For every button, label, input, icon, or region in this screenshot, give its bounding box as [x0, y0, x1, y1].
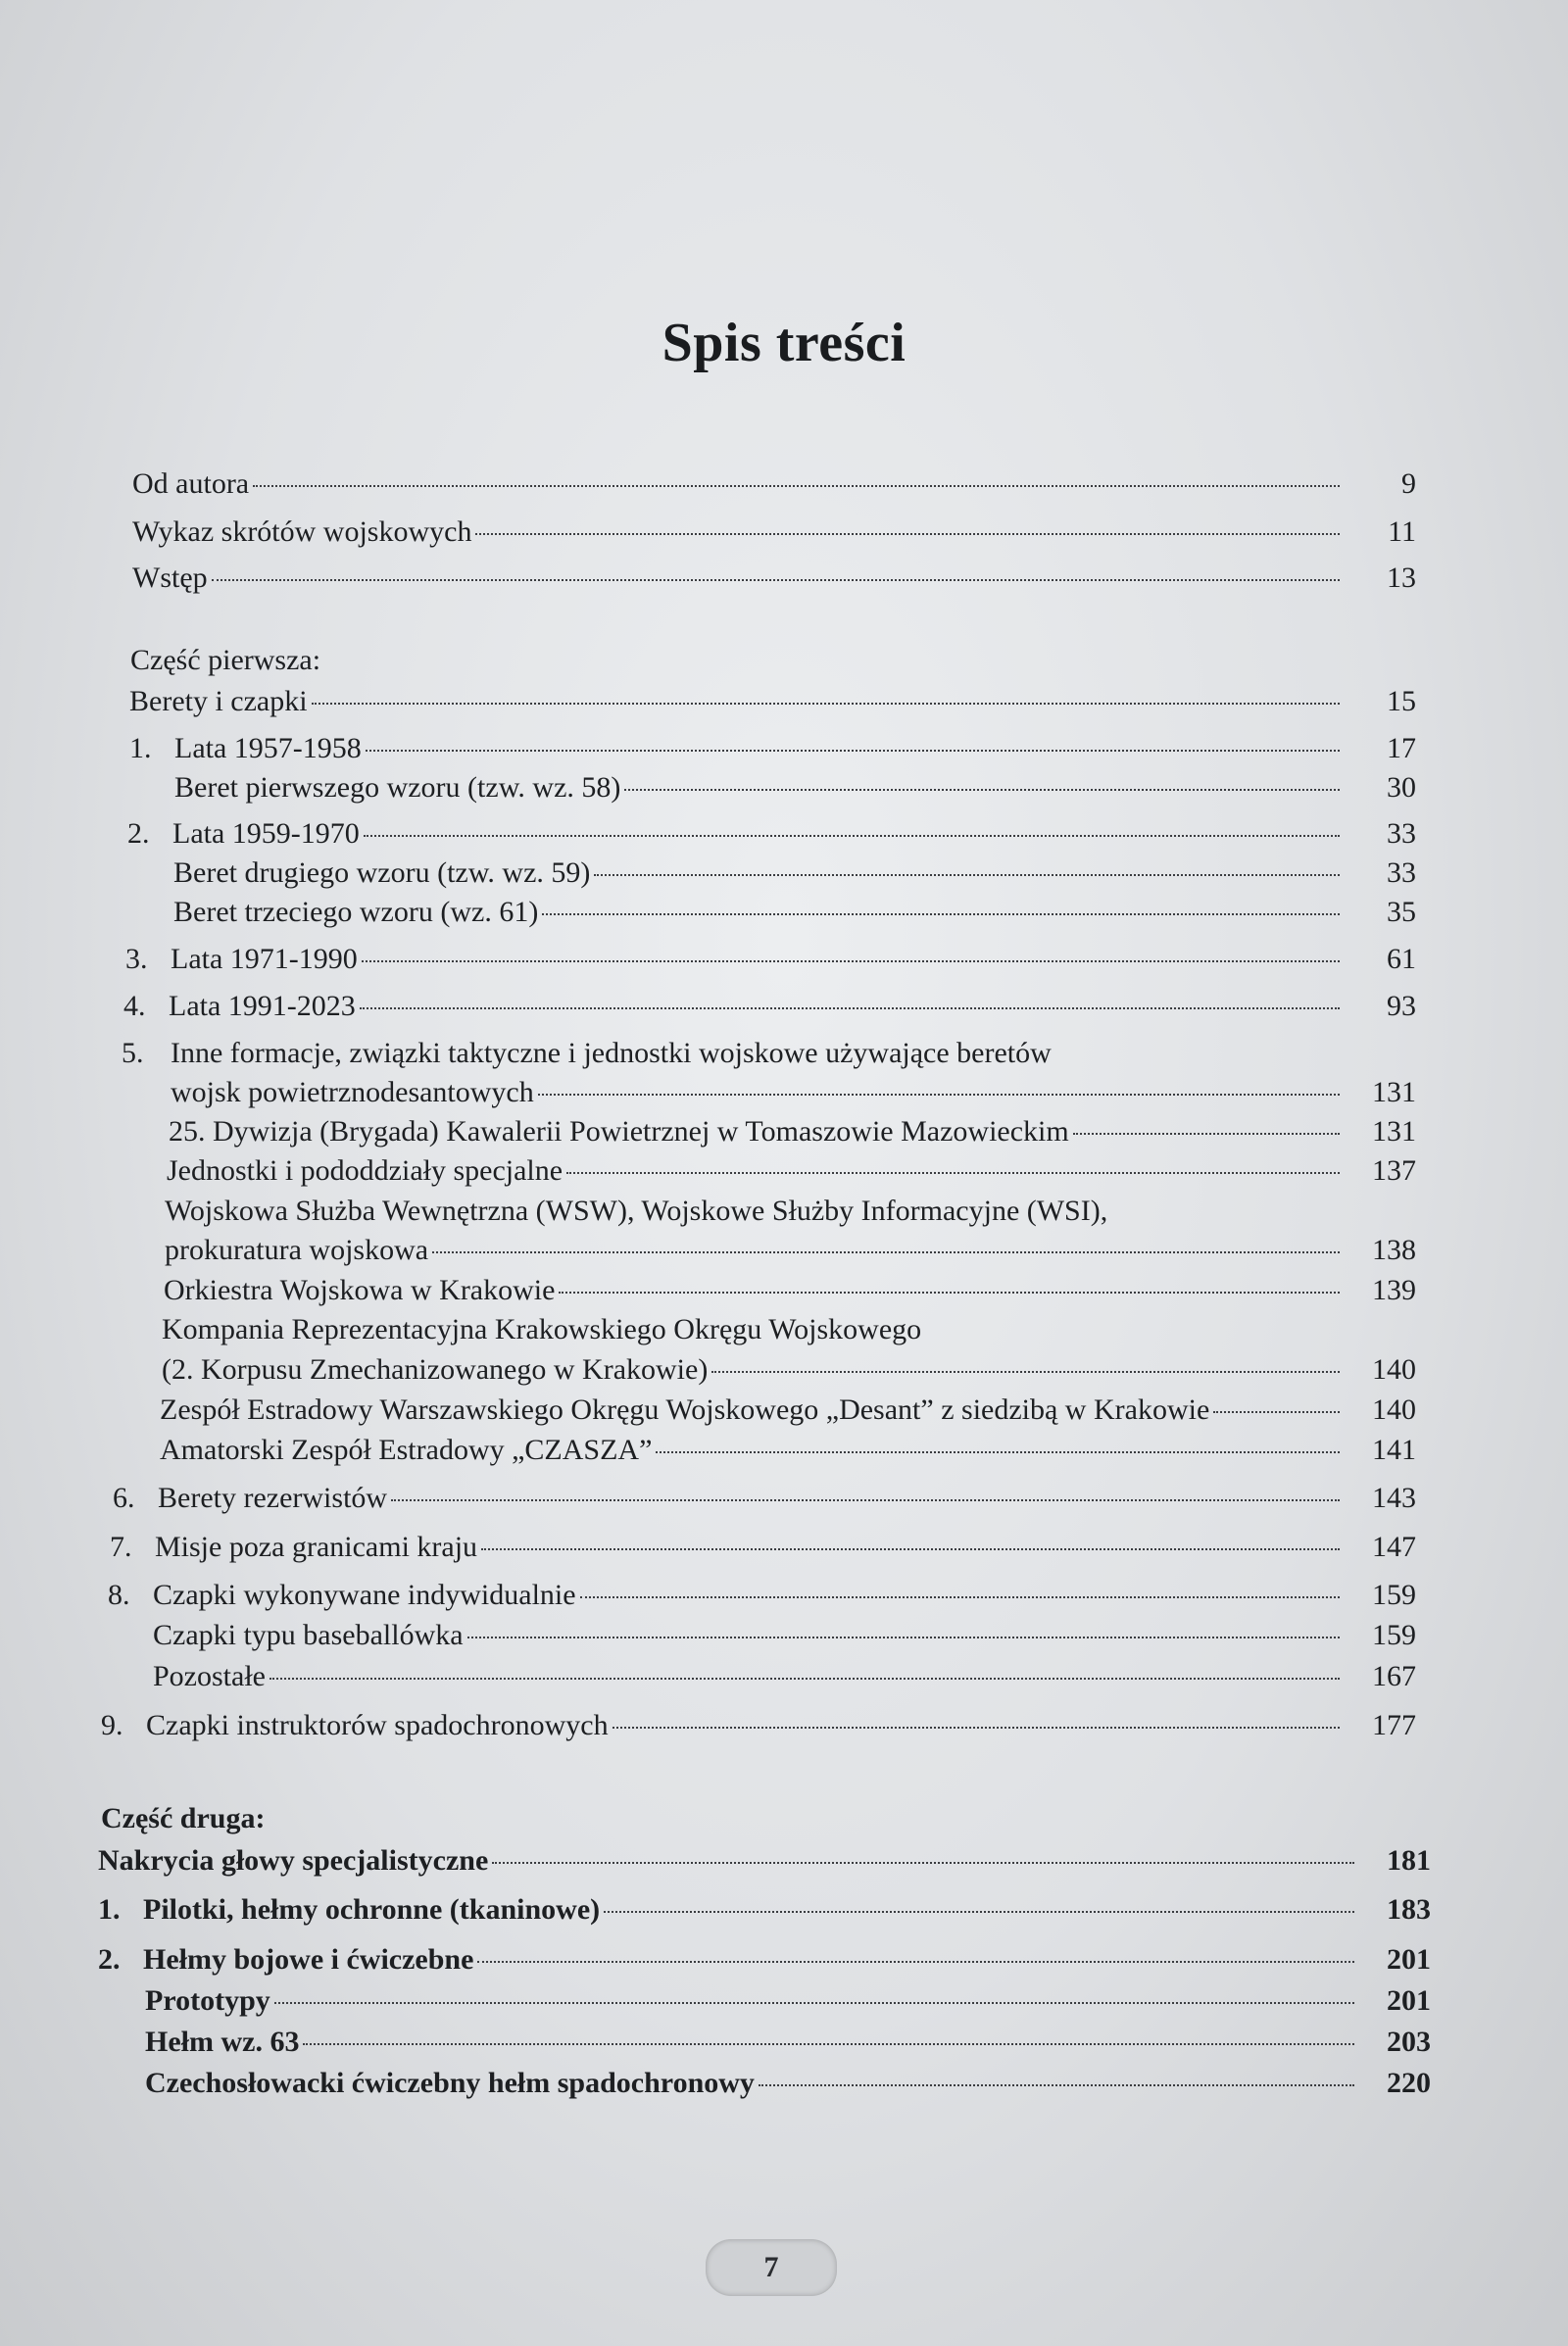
toc-entry-label: Misje poza granicami kraju — [155, 1531, 478, 1563]
toc-entry-label: Lata 1957-1958 — [174, 732, 362, 764]
toc-entry-part1-title[interactable] — [129, 683, 1416, 720]
page-title: Spis treści — [662, 313, 906, 373]
toc-page-number: 143 — [1372, 1482, 1416, 1514]
toc-entry-label: Lata 1959-1970 — [172, 817, 360, 850]
section-number: 4. — [123, 990, 146, 1022]
toc-page-number: 203 — [1387, 2026, 1431, 2058]
leader-dots — [475, 533, 1340, 535]
toc-page-number: 15 — [1387, 685, 1416, 717]
toc-entry-section-5-line1[interactable] — [122, 1035, 1052, 1072]
toc-subentry-wsw-line1[interactable]: Wojskowa Służba Wewnętrzna (WSW), Wojskowe Służby Informacyjne (WSI), — [165, 1195, 1108, 1227]
leader-dots — [612, 1727, 1340, 1729]
toc-entry-label: Czapki typu baseballówka — [153, 1619, 464, 1651]
toc-entry-label: Inne formacje, związki taktyczne i jednostki wojskowe używające beretów — [171, 1037, 1052, 1069]
leader-dots — [391, 1499, 1340, 1501]
toc-entry-label: prokuratura wojskowa — [165, 1234, 429, 1266]
toc-subentry-baseballowka[interactable] — [153, 1617, 1416, 1654]
toc-subentry-beret-wz59[interactable] — [173, 855, 1416, 892]
leader-dots — [566, 1172, 1340, 1174]
toc-entry-part2-title[interactable] — [98, 1842, 1431, 1880]
leader-dots — [656, 1451, 1340, 1453]
toc-page-number: 159 — [1372, 1579, 1416, 1611]
section-number: 5. — [122, 1037, 144, 1069]
toc-subentry-prototypy[interactable] — [145, 1982, 1431, 2020]
toc-subentry-wsw[interactable] — [165, 1232, 1416, 1269]
toc-page-number: 159 — [1372, 1619, 1416, 1651]
toc-page-number: 141 — [1372, 1434, 1416, 1466]
part2-heading: Część druga: — [101, 1802, 266, 1834]
toc-entry-label: Wstęp — [132, 562, 208, 594]
section-number: 6. — [113, 1482, 135, 1514]
leader-dots — [270, 1678, 1340, 1680]
toc-entry-label: Hełm wz. 63 — [145, 2026, 300, 2058]
leader-dots — [467, 1637, 1340, 1638]
toc-entry-label: Orkiestra Wojskowa w Krakowie — [164, 1274, 556, 1306]
section-number: 3. — [125, 943, 148, 975]
toc-subentry-zespol-desant[interactable] — [160, 1392, 1416, 1429]
toc-entry-label: 25. Dywizja (Brygada) Kawalerii Powietrznej w Tomaszowie Mazowieckim — [169, 1115, 1069, 1148]
toc-page-number: 201 — [1387, 1943, 1431, 1976]
toc-page-number: 9 — [1401, 467, 1416, 500]
toc-entry-label: Beret pierwszego wzoru (tzw. wz. 58) — [174, 771, 621, 804]
toc-page-number: 131 — [1372, 1115, 1416, 1148]
toc-entry-label: Pilotki, hełmy ochronne (tkaninowe) — [143, 1893, 601, 1926]
leader-dots — [477, 1961, 1354, 1963]
toc-subentry-czechoslowacki-helm[interactable] — [145, 2065, 1431, 2102]
toc-page-number: 181 — [1387, 1844, 1431, 1877]
toc-entry-section-5[interactable] — [171, 1074, 1416, 1111]
toc-page-number: 201 — [1387, 1984, 1431, 2017]
toc-page-number: 177 — [1372, 1709, 1416, 1741]
leader-dots — [604, 1911, 1354, 1913]
toc-entry-section-8[interactable] — [108, 1577, 1416, 1614]
leader-dots — [580, 1596, 1340, 1598]
toc-page-number: 220 — [1387, 2067, 1431, 2099]
toc-subentry-pozostale[interactable] — [153, 1658, 1416, 1695]
toc-subentry-orkiestra[interactable] — [164, 1272, 1416, 1309]
leader-dots — [312, 703, 1340, 705]
toc-entry-section-7[interactable] — [110, 1529, 1416, 1566]
toc-entry-od-autora[interactable] — [132, 465, 1416, 503]
leader-dots — [594, 874, 1340, 876]
leader-dots — [1073, 1133, 1340, 1135]
toc-subentry-jednostki-specjalne[interactable] — [167, 1152, 1416, 1190]
toc-entry-wstep[interactable] — [132, 560, 1416, 597]
leader-dots — [759, 2084, 1354, 2086]
section-number: 9. — [101, 1709, 123, 1741]
toc-page-number: 35 — [1387, 896, 1416, 928]
toc-subentry-beret-wz61[interactable] — [173, 894, 1416, 931]
toc-entry-section-6[interactable] — [113, 1480, 1416, 1517]
toc-entry-section-1[interactable] — [129, 730, 1416, 767]
toc-entry-label: Od autora — [132, 467, 250, 500]
toc-entry-section-9[interactable] — [101, 1707, 1416, 1744]
leader-dots — [274, 2002, 1354, 2004]
toc-subentry-helm-wz63[interactable] — [145, 2024, 1431, 2061]
page-number-badge — [706, 2239, 837, 2296]
leader-dots — [303, 2043, 1354, 2045]
toc-entry-label: Jednostki i pododdziały specjalne — [167, 1154, 564, 1187]
toc-page-number: 147 — [1372, 1531, 1416, 1563]
toc-page-number: 30 — [1387, 771, 1416, 804]
toc-entry-label: Lata 1971-1990 — [171, 943, 358, 975]
toc-entry-label: Beret trzeciego wzoru (wz. 61) — [173, 896, 539, 928]
toc-page-number: 167 — [1372, 1660, 1416, 1692]
leader-dots — [362, 960, 1340, 962]
leader-dots — [364, 835, 1340, 837]
section-number: 1. — [129, 732, 152, 764]
toc-entry-label: wojsk powietrznodesantowych — [171, 1076, 534, 1108]
toc-subentry-czasza[interactable] — [160, 1432, 1416, 1469]
leader-dots — [432, 1251, 1340, 1253]
toc-page-number: 17 — [1387, 732, 1416, 764]
toc-entry-wykaz-skrotow[interactable] — [132, 513, 1416, 551]
toc-entry-label: Nakrycia głowy specjalistyczne — [98, 1844, 489, 1877]
toc-entry-label: Amatorski Zespół Estradowy „CZASZA” — [160, 1434, 653, 1466]
leader-dots — [212, 579, 1340, 581]
section-number: 7. — [110, 1531, 132, 1563]
section-number: 1. — [98, 1893, 121, 1926]
toc-page-number: 137 — [1372, 1154, 1416, 1187]
leader-dots — [360, 1007, 1340, 1009]
toc-entry-label: Czapki instruktorów spadochronowych — [146, 1709, 609, 1741]
leader-dots — [538, 1094, 1340, 1096]
toc-entry-label: Wykaz skrótów wojskowych — [132, 515, 472, 548]
toc-page-number: 183 — [1387, 1893, 1431, 1926]
toc-entry-label: Czechosłowacki ćwiczebny hełm spadochronowy — [145, 2067, 755, 2099]
toc-subentry-25-dywizja[interactable] — [169, 1113, 1416, 1150]
toc-page-number: 131 — [1372, 1076, 1416, 1108]
toc-page-number: 138 — [1372, 1234, 1416, 1266]
toc-page-number: 93 — [1387, 990, 1416, 1022]
toc-page-number: 140 — [1372, 1353, 1416, 1386]
section-number: 2. — [98, 1943, 121, 1976]
toc-page-number: 140 — [1372, 1393, 1416, 1426]
page-number: 7 — [763, 2251, 779, 2283]
toc-entry-section-4[interactable] — [123, 988, 1416, 1025]
toc-entry-section-3[interactable] — [125, 941, 1416, 978]
section-number: 2. — [127, 817, 150, 850]
toc-subentry-kompania[interactable] — [162, 1351, 1416, 1389]
toc-entry-label: Prototypy — [145, 1984, 270, 2017]
toc-entry-label: Berety i czapki — [129, 685, 308, 717]
leader-dots — [366, 750, 1340, 752]
leader-dots — [542, 913, 1340, 915]
toc-entry-part2-section-2[interactable] — [98, 1941, 1431, 1979]
toc-entry-label: Pozostałe — [153, 1660, 266, 1692]
leader-dots — [481, 1548, 1340, 1550]
toc-subentry-kompania-line1[interactable]: Kompania Reprezentacyjna Krakowskiego Okręgu Wojskowego — [162, 1313, 922, 1345]
toc-entry-label: Czapki wykonywane indywidualnie — [153, 1579, 576, 1611]
leader-dots — [1213, 1411, 1340, 1413]
toc-page-number: 11 — [1388, 515, 1416, 548]
toc-subentry-beret-wz58[interactable] — [174, 769, 1416, 806]
toc-entry-label: (2. Korpusu Zmechanizowanego w Krakowie) — [162, 1353, 709, 1386]
toc-entry-section-2[interactable] — [127, 815, 1416, 853]
toc-entry-label: Hełmy bojowe i ćwiczebne — [143, 1943, 474, 1976]
leader-dots — [492, 1862, 1354, 1864]
toc-page-number: 139 — [1372, 1274, 1416, 1306]
section-number: 8. — [108, 1579, 130, 1611]
leader-dots — [253, 485, 1340, 487]
toc-entry-part2-section-1[interactable] — [98, 1891, 1431, 1929]
toc-page-number: 13 — [1387, 562, 1416, 594]
toc-page-number: 33 — [1387, 856, 1416, 889]
toc-page-number: 33 — [1387, 817, 1416, 850]
leader-dots — [624, 789, 1340, 791]
toc-entry-label: Beret drugiego wzoru (tzw. wz. 59) — [173, 856, 591, 889]
toc-entry-label: Lata 1991-2023 — [169, 990, 356, 1022]
part1-heading: Część pierwsza: — [130, 644, 321, 676]
leader-dots — [559, 1292, 1340, 1294]
leader-dots — [711, 1371, 1340, 1373]
toc-entry-label: Zespół Estradowy Warszawskiego Okręgu Wojskowego „Desant” z siedzibą w Krakowie — [160, 1393, 1210, 1426]
toc-page-number: 61 — [1387, 943, 1416, 975]
toc-entry-label: Berety rezerwistów — [158, 1482, 388, 1514]
